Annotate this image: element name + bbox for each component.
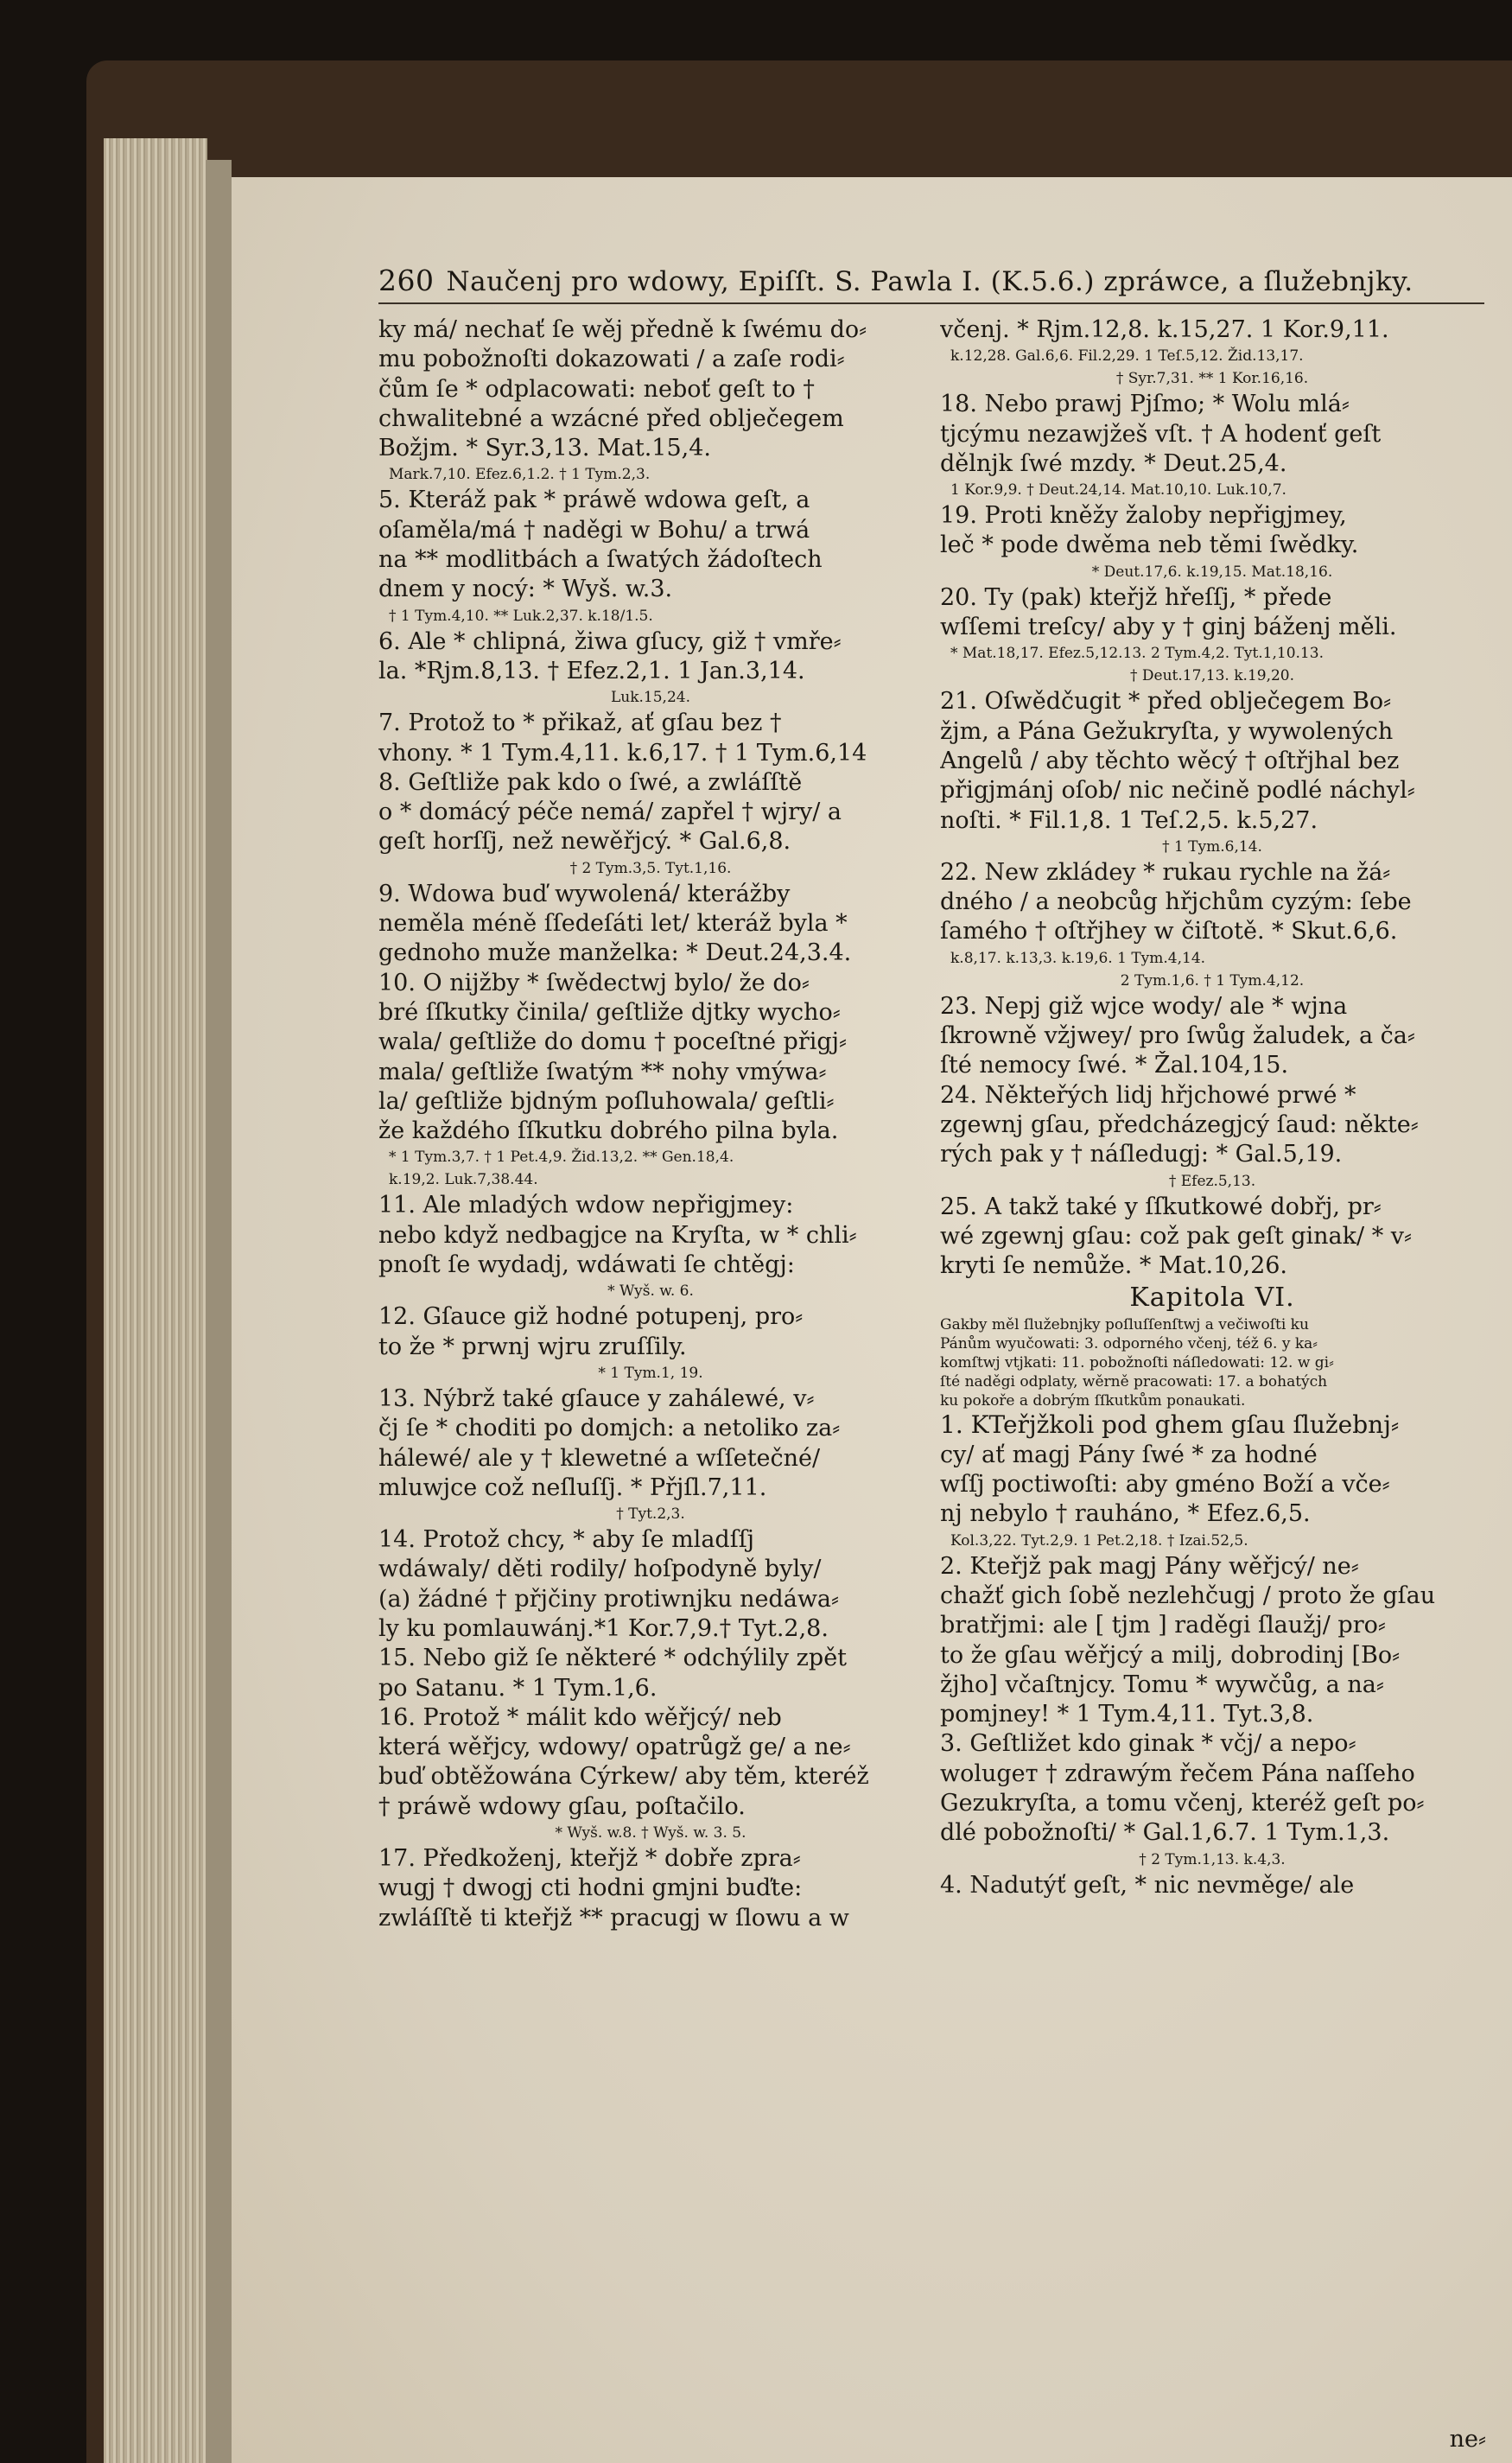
- text-line: cy/ ať magj Pány ſwé * za hodné: [940, 1441, 1318, 1468]
- text-line: 10. O nijžby * ſwědectwj bylo/ že do⸗: [378, 969, 810, 996]
- left-column: [378, 315, 923, 2450]
- text-line: dlé pobožnoſti/ * Gal.1,6.7. 1 Tym.1,3.: [940, 1819, 1390, 1847]
- text-line: wolugeт † zdrawým řečem Pána naſſeho: [940, 1760, 1415, 1787]
- text-line: tjcýmu nezawjžeš vſt. † A hodenť geſt: [940, 420, 1382, 448]
- reference-line: † 1 Tym.4,10. ** Luk.2,37. k.18/1.5.: [389, 607, 653, 625]
- text-line: čům ſe * odplacowati: neboť geſt to †: [378, 375, 815, 403]
- text-line: wala/ geſtliže do domu † poceſtné přigj⸗: [378, 1028, 848, 1056]
- text-line: (a) žádné † přjčiny protiwnjku nedáwa⸗: [378, 1585, 840, 1613]
- text-line: ſkrowně vžjwey/ pro ſwůg žaludek, a ča⸗: [940, 1022, 1415, 1050]
- chapter-summary-line: Gakby měl ſlužebnjky poſluſſenſtwj a večiwoſti ku: [940, 1316, 1309, 1334]
- text-line: 16. Protož * málit kdo wěřjcý/ neb: [378, 1703, 782, 1731]
- text-line: 25. A takž také y ſſkutkowé dobřj, pr⸗: [940, 1193, 1382, 1220]
- text-line: ſté nemocy ſwé. * Žal.104,15.: [940, 1052, 1289, 1079]
- chapter-heading: Kapitola VI.: [1129, 1282, 1295, 1314]
- catchword: ne⸗: [1449, 2426, 1486, 2453]
- reference-line: Luk.15,24.: [610, 689, 690, 707]
- text-line: hálewé/ ale y † klewetné a wſſetečné/: [378, 1444, 821, 1472]
- running-header: [378, 264, 1484, 298]
- reference-line: † Tyt.2,3.: [616, 1505, 685, 1524]
- text-line: 18. Nebo prawj Pjſmo; * Wolu mlá⸗: [940, 391, 1350, 418]
- header-rule: [378, 302, 1484, 304]
- text-line: 2. Kteřjž pak magj Pány wěřjcý/ ne⸗: [940, 1552, 1359, 1580]
- text-line: dělnjk ſwé mzdy. * Deut.25,4.: [940, 449, 1287, 477]
- text-line: zgewnj gſau, předcházegjcý ſaud: někte⸗: [940, 1111, 1419, 1138]
- text-line: která wěřjcy, wdowy/ opatrůgž ge/ a ne⸗: [378, 1734, 851, 1761]
- text-line: 24. Někteřých lidj hřjchowé prwé *: [940, 1081, 1356, 1109]
- text-line: wé zgewnj gſau: což pak geſt ginak/ * v⸗: [940, 1222, 1413, 1250]
- text-line: 20. Ty (pak) kteřjž hřeſſj, * přede: [940, 583, 1332, 611]
- text-line: geſt horſſj, než newěřjcý. * Gal.6,8.: [378, 828, 791, 856]
- text-line: Božjm. * Syr.3,13. Mat.15,4.: [378, 435, 711, 462]
- text-line: wugj † dwogj cti hodni gmjni buďte:: [378, 1874, 803, 1902]
- text-line: 1. KTeřjžkoli pod ghem gſau ſlužebnj⸗: [940, 1410, 1400, 1440]
- text-line: 19. Proti kněžy žaloby nepřigjmey,: [940, 502, 1347, 530]
- text-line: 11. Ale mladých wdow nepřigjmey:: [378, 1192, 794, 1219]
- text-line: nebo když nedbagjce na Kryſta, w * chli⸗: [378, 1221, 857, 1249]
- text-line: bré ſſkutky činila/ geſtliže djtky wycho⸗: [378, 998, 841, 1026]
- text-line: rých pak y † náſledugj: * Gal.5,19.: [940, 1141, 1343, 1168]
- text-line: 7. Protož to * přikaž, ať gſau bez †: [378, 710, 782, 737]
- text-line: dnem y nocý: * Wyš. w.3.: [378, 576, 673, 603]
- text-line: 23. Nepj giž wjce wody/ ale * wjna: [940, 992, 1348, 1020]
- text-line: že každého ſſkutku dobrého pilna byla.: [378, 1117, 839, 1145]
- text-line: přigjmánj oſob/ nic nečině podlé náchyl⸗: [940, 777, 1415, 805]
- text-line: 3. Geſtližet kdo ginak * včj/ a nepo⸗: [940, 1730, 1356, 1758]
- text-line: 22. New zkládey * rukau rychle na žá⸗: [940, 858, 1391, 886]
- reference-line: * Wyš. w.8. † Wyš. w. 3. 5.: [555, 1824, 746, 1842]
- text-line: 12. Gſauce giž hodné potupenj, pro⸗: [378, 1303, 804, 1331]
- text-line: neměla méně ſſedeſáti let/ kteráž byla *: [378, 910, 848, 938]
- reference-line: * Mat.18,17. Efez.5,12.13. 2 Tym.4,2. Tyt.1,10.13.: [950, 645, 1324, 663]
- text-line: 6. Ale * chlipná, žiwa gſucy, giž † vmře⸗: [378, 627, 842, 655]
- text-line: kryti ſe nemůže. * Mat.10,26.: [940, 1252, 1288, 1280]
- reference-line: k.8,17. k.13,3. k.19,6. 1 Tym.4,14.: [950, 949, 1206, 967]
- reference-line: k.12,28. Gal.6,6. Fil.2,29. 1 Teſ.5,12. Žid.13,17.: [950, 347, 1304, 366]
- reference-line: † Deut.17,13. k.19,20.: [1129, 667, 1295, 685]
- text-line: to že gſau wěřjcý a milj, dobrodinj [Bo⸗: [940, 1641, 1401, 1669]
- reference-line: Kol.3,22. Tyt.2,9. 1 Pet.2,18. † Izai.52,5.: [950, 1531, 1248, 1550]
- text-line: žjm, a Pána Gežukryſta, y wywolených: [940, 717, 1394, 745]
- chapter-summary-line: Pánům wyučowati: 3. odporného včenj, též 6. y ka⸗: [940, 1335, 1318, 1353]
- chapter-summary-line: ku pokoře a dobrým ſſkutkům ponaukati.: [940, 1392, 1246, 1410]
- book-page: [232, 177, 1512, 2463]
- reference-line: k.19,2. Luk.7,38.44.: [389, 1171, 538, 1189]
- text-line: gednoho muže manželka: * Deut.24,3.4.: [378, 939, 852, 967]
- text-line: 5. Kteráž pak * práwě wdowa geſt, a: [378, 487, 810, 514]
- text-line: 21. Oſwědčugit * před oblječegem Bo⸗: [940, 688, 1392, 716]
- text-line: wdáwaly/ děti rodily/ hoſpodyně byly/: [378, 1556, 822, 1583]
- text-line: vhony. * 1 Tym.4,11. k.6,17. † 1 Tym.6,14: [378, 739, 867, 767]
- text-line: bratřjmi: ale [ tjm ] raděgi ſlaužj/ pro⸗: [940, 1612, 1386, 1639]
- chapter-summary-line: komſtwj vtjkati: 11. pobožnoſti náſledowati: 12. w gi⸗: [940, 1354, 1334, 1372]
- reference-line: * 1 Tym.3,7. † 1 Pet.4,9. Žid.13,2. ** Gen.18,4.: [389, 1149, 734, 1167]
- text-line: 14. Protož chcy, * aby ſe mladſſj: [378, 1526, 755, 1554]
- reference-line: * Deut.17,6. k.19,15. Mat.18,16.: [1091, 563, 1333, 581]
- text-line: 13. Nýbrž také gſauce y zahálewé, v⸗: [378, 1384, 815, 1412]
- reference-line: † 1 Tym.6,14.: [1162, 837, 1262, 856]
- text-line: zwláſſtě ti kteřjž ** pracugj w ſlowu a w: [378, 1904, 849, 1932]
- text-line: ſamého † oſtřjhey w čiſtotě. * Skut.6,6.: [940, 918, 1398, 945]
- text-line: oſaměla/má † naděgi w Bohu/ a trwá: [378, 516, 810, 544]
- text-line: 8. Geſtliže pak kdo o ſwé, a zwláſſtě: [378, 768, 803, 796]
- text-line: 9. Wdowa buď wywolená/ kterážby: [378, 880, 791, 907]
- text-line: buď obtěžowána Cýrkew/ aby těm, kteréž: [378, 1763, 869, 1791]
- text-line: ly ku pomlauwánj.*1 Kor.7,9.† Tyt.2,8.: [378, 1614, 829, 1642]
- text-line: ky má/ nechať ſe wěj předně k ſwému do⸗: [378, 316, 867, 343]
- text-line: nj nebylo † rauháno, * Efez.6,5.: [940, 1500, 1311, 1528]
- right-column: [940, 315, 1484, 2450]
- text-line: na ** modlitbách a ſwatých žádoſtech: [378, 546, 823, 574]
- page-number: 260: [378, 264, 435, 297]
- text-line: pomjney! * 1 Tym.4,11. Tyt.3,8.: [940, 1701, 1314, 1728]
- running-title: Naučenj pro wdowy, Epiſſt. S. Pawla I. (K.5.6.) zpráwce, a ſlužebnjky.: [446, 266, 1414, 297]
- reference-line: 1 Kor.9,9. † Deut.24,14. Mat.10,10. Luk.10,7.: [950, 481, 1286, 500]
- text-line: o * domácý péče nemá/ zapřel † wjry/ a: [378, 799, 842, 826]
- text-line: chažť gich ſobě nezlehčugj / proto že gſau: [940, 1582, 1436, 1609]
- text-line: Angelů / aby těchto wěcý † oſtřjhal bez: [940, 747, 1400, 774]
- text-line: la. *Rjm.8,13. † Efez.2,1. 1 Jan.3,14.: [378, 657, 805, 684]
- text-line: mala/ geſtliže ſwatým ** nohy vmýwa⸗: [378, 1058, 827, 1085]
- page-block-edge: [104, 138, 207, 2463]
- text-line: 17. Předkoženj, kteřjž * dobře zpra⸗: [378, 1845, 801, 1873]
- text-line: Gezukryſta, a tomu včenj, kteréž geſt po⸗: [940, 1789, 1425, 1817]
- text-line: noſti. * Fil.1,8. 1 Teſ.2,5. k.5,27.: [940, 806, 1318, 834]
- text-line: žjho] včaſtnjcy. Tomu * wywčůg, a na⸗: [940, 1671, 1384, 1698]
- text-line: † práwě wdowy gſau, poſtačilo.: [378, 1792, 746, 1820]
- text-line: dného / a neobcůg hřjchům cyzým: ſebe: [940, 888, 1412, 916]
- reference-line: * 1 Tym.1, 19.: [598, 1364, 703, 1382]
- page-gutter: [206, 160, 232, 2463]
- reference-line: † Efez.5,13.: [1168, 1172, 1256, 1190]
- reference-line: † 2 Tym.1,13. k.4,3.: [1139, 1850, 1286, 1868]
- reference-line: Mark.7,10. Efez.6,1.2. † 1 Tym.2,3.: [389, 466, 651, 484]
- text-line: mluwjce což neſluſſj. * Přjſl.7,11.: [378, 1473, 767, 1501]
- text-line: 15. Nebo giž ſe některé * odchýlily zpět: [378, 1645, 848, 1672]
- text-line: to že * prwnj wjru zruſſily.: [378, 1333, 687, 1360]
- text-line: la/ geſtliže bjdným poſluhowala/ geſtli⸗: [378, 1087, 835, 1115]
- reference-line: † Syr.7,31. ** 1 Kor.16,16.: [1115, 370, 1309, 388]
- text-line: včenj. * Rjm.12,8. k.15,27. 1 Kor.9,11.: [940, 316, 1389, 343]
- text-line: 4. Nadutýť geſt, * nic nevměge/ ale: [940, 1871, 1355, 1899]
- text-line: čj ſe * choditi po domjch: a netoliko za⸗: [378, 1415, 841, 1442]
- text-line: chwalitebné a wzácné před oblječegem: [378, 404, 844, 432]
- text-line: mu pobožnoſti dokazowati / a zaſe rodi⸗: [378, 346, 845, 373]
- reference-line: † 2 Tym.3,5. Tyt.1,16.: [569, 859, 732, 877]
- text-line: wſſemi treſcy/ aby y † ginj báženj měli.: [940, 614, 1397, 641]
- text-line: wſſj poctiwoſti: aby gméno Boží a vče⸗: [940, 1471, 1390, 1499]
- chapter-summary-line: ſté naděgi odplaty, wěrně pracowati: 17. a bohatých: [940, 1373, 1328, 1391]
- text-line: leč * pode dwěma neb těmi ſwědky.: [940, 531, 1359, 559]
- reference-line: 2 Tym.1,6. † 1 Tym.4,12.: [1120, 971, 1305, 990]
- text-line: pnoſt ſe wydadj, wdáwati ſe chtěgj:: [378, 1251, 795, 1279]
- text-line: po Satanu. * 1 Tym.1,6.: [378, 1674, 658, 1702]
- reference-line: * Wyš. w. 6.: [607, 1282, 694, 1301]
